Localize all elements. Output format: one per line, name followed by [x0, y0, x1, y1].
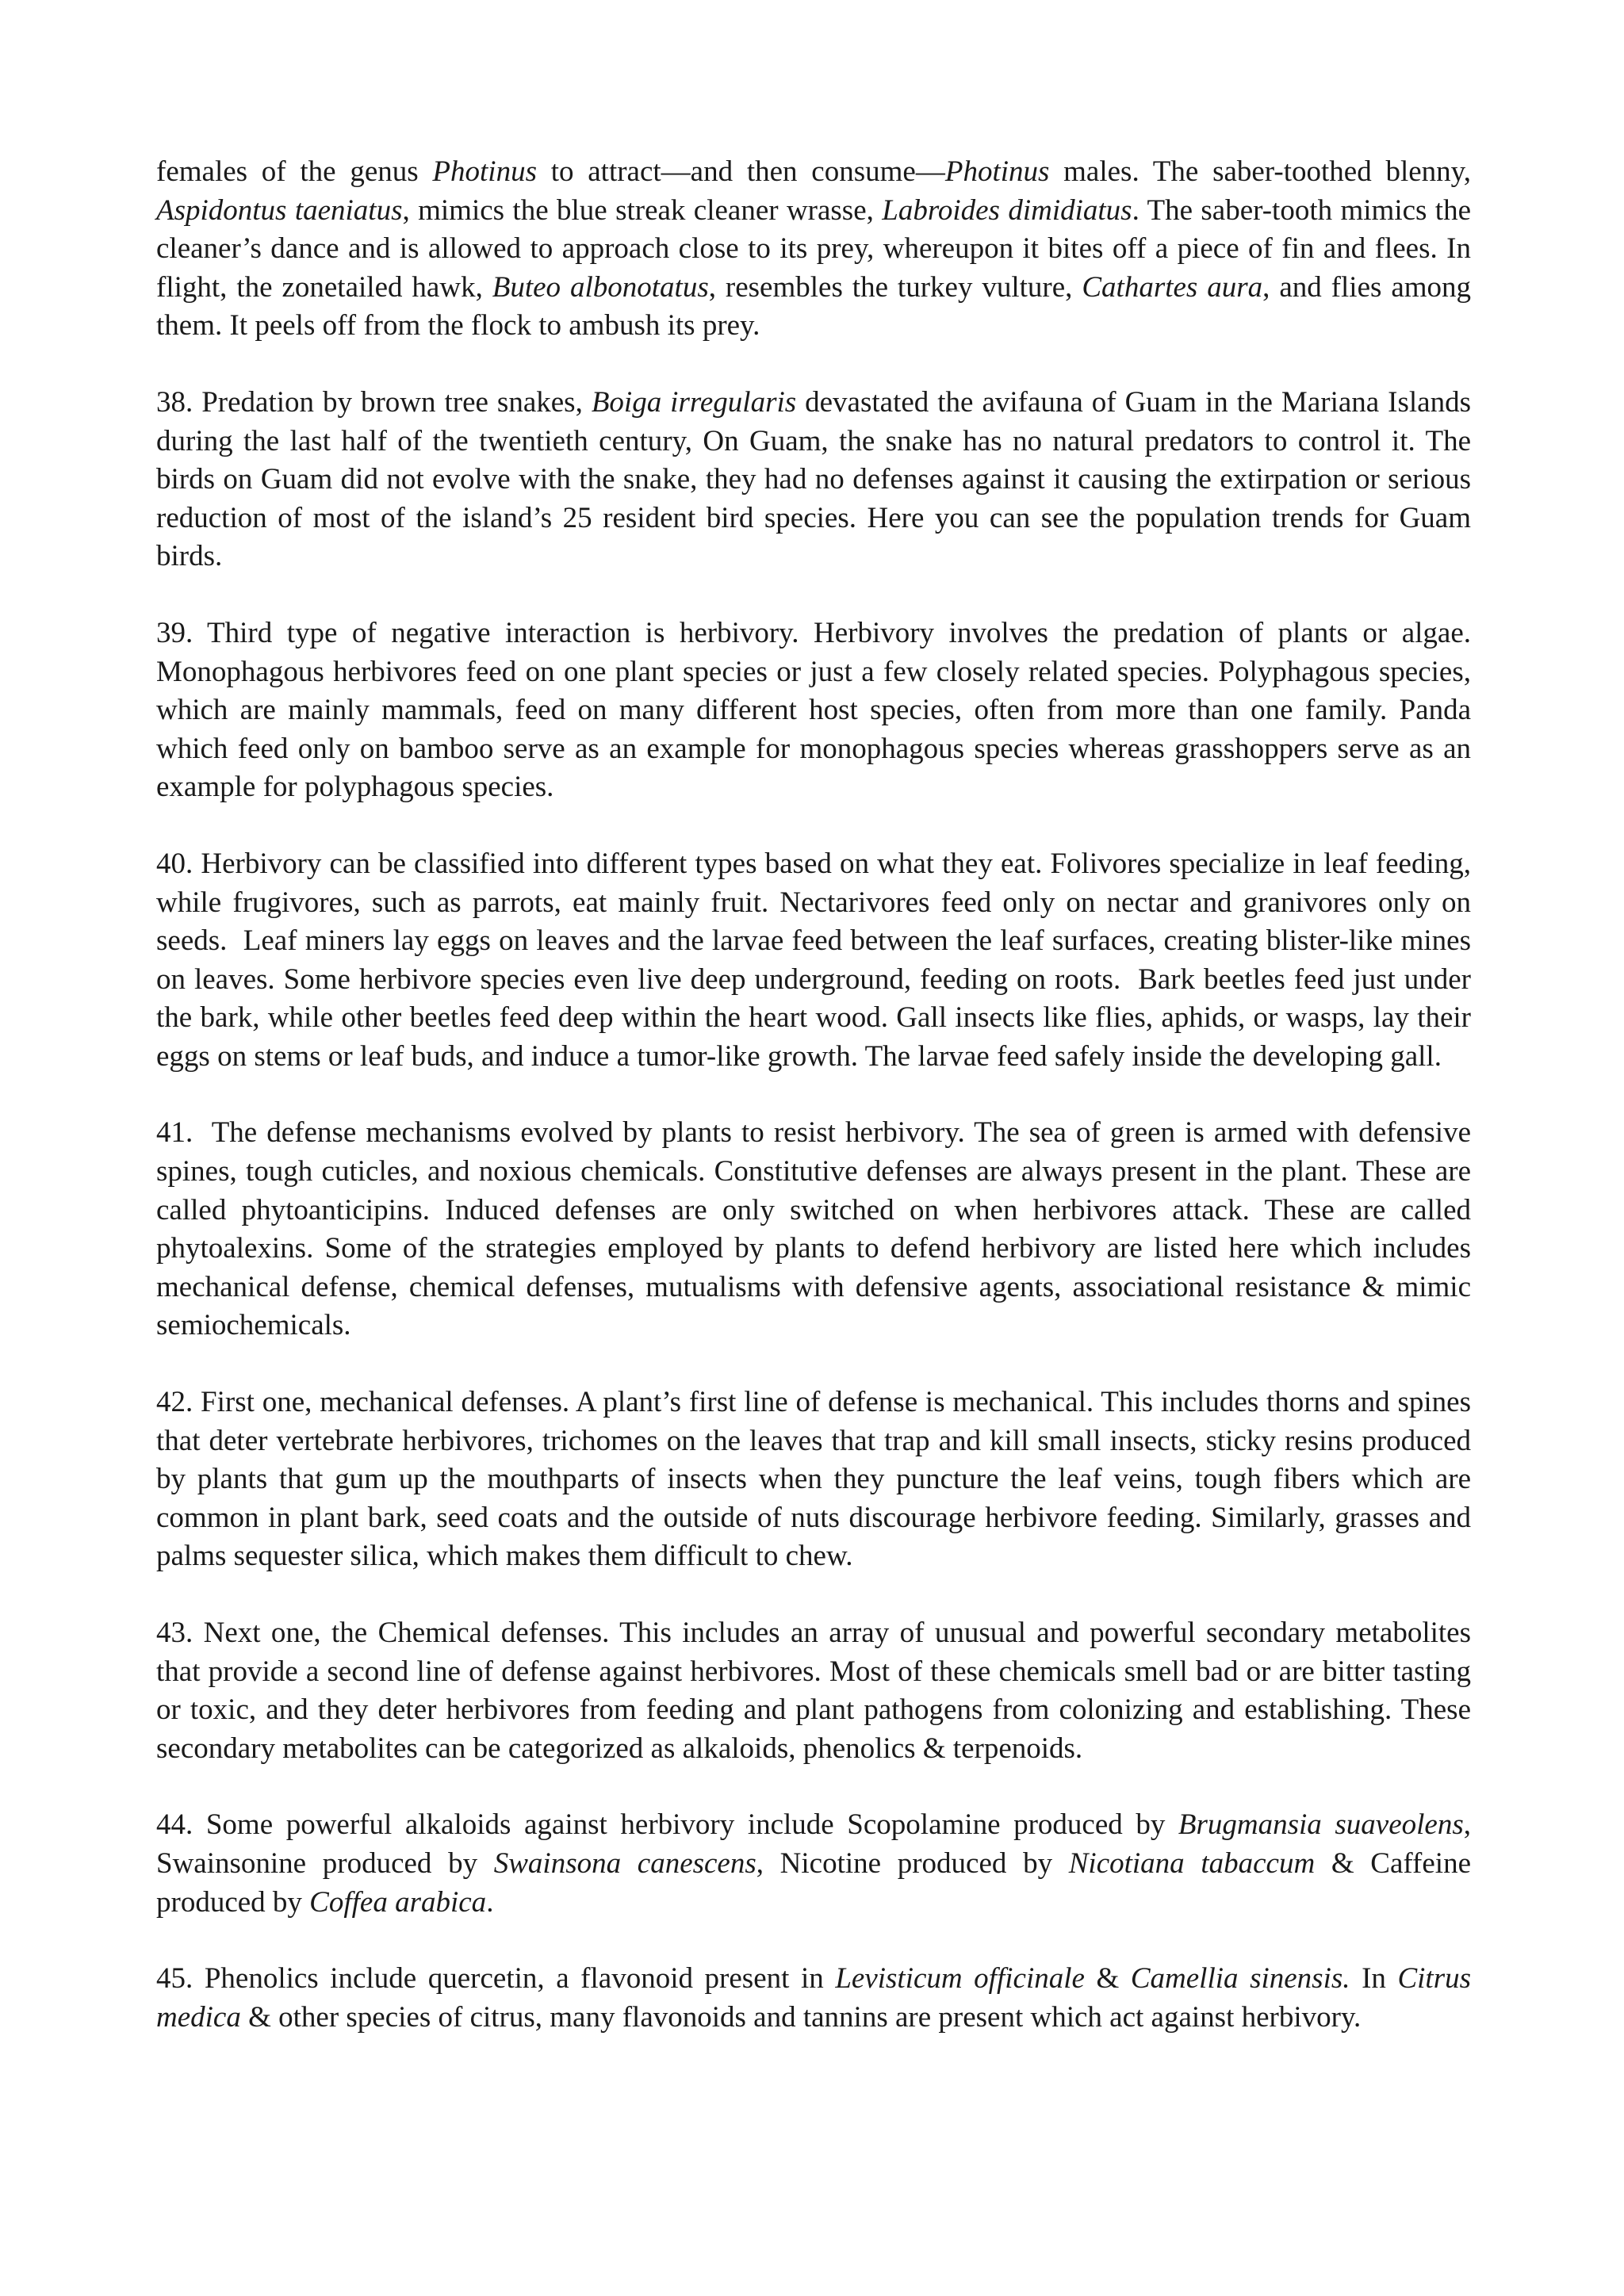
text-run: 41. The defense mechanisms evolved by plants to resist herbivory. The sea of green is armed with defensive spines, tough cuticles, and noxious chemicals. Constitutive defenses are always present in the plant. These are called phytoanticipins. Induced defenses are only switched on when herbivores attack. These are called phytoalexins. Some of the strategies employed by plants to defend herbivory are listed here which includes mechanical defense, chemical defenses, mutualisms with defensive agents, associational resistance & mimic semiochemicals. [156, 1116, 1479, 1342]
text-run: 44. Some powerful alkaloids against herbivory include Scopolamine produced by [156, 1808, 1178, 1842]
italic-text-run: Photinus [944, 155, 1050, 188]
text-run: 45. Phenolics include quercetin, a flavonoid present in [156, 1962, 836, 1996]
paragraph-38 [156, 384, 1479, 576]
text-run: 43. Next one, the Chemical defenses. This includes an array of unusual and powerful secondary metabolites that provide a second line of defense against herbivores. Most of these chemicals smell bad or are bitter tasting or toxic, and they deter herbivores from feeding and plant pathogens from colonizing and establishing. These secondary metabolites can be categorized as alkaloids, phenolics & terpenoids. [156, 1617, 1479, 1765]
italic-text-run: Camellia sinensis. [1130, 1962, 1350, 1996]
text-run: In [1350, 1962, 1398, 1996]
text-run: to attract—and then consume— [536, 155, 945, 188]
text-run: , mimics the blue streak cleaner wrasse, [402, 193, 883, 227]
paragraph-41 [156, 1114, 1479, 1345]
text-run: devastated the avifauna of Guam in the Mariana Islands during the last half of the twentieth century, On Guam, the snake has no natural predators to control it. The birds on Guam did not evolve with the snake, they had no defenses against it causing the extirpation or serious reduction of most of the island’s 25 resident bird species. Here you can see the population trends for Guam birds. [156, 385, 1479, 573]
italic-text-run: Nicotiana tabaccum [1068, 1846, 1316, 1880]
text-run: & Caffeine produced by [156, 1846, 1479, 1919]
italic-text-run: Coffea arabica [309, 1885, 487, 1919]
text-run: , Nicotine produced by [756, 1846, 1069, 1880]
paragraph-43 [156, 1614, 1479, 1768]
text-run: males. The saber-toothed blenny, [1049, 155, 1479, 188]
italic-text-run: Boiga irregularis [591, 385, 797, 419]
text-run: . [486, 1885, 494, 1919]
italic-text-run: Citrus medica [156, 1962, 1479, 2034]
text-run: & other species of citrus, many flavonoids and tannins are present which act against herbivory. [240, 2000, 1362, 2034]
paragraph-45 [156, 1960, 1479, 2037]
paragraph-44 [156, 1806, 1479, 1922]
paragraph-42 [156, 1383, 1479, 1576]
text-run: 42. First one, mechanical defenses. A plant’s first line of defense is mechanical. This includes thorns and spines that deter vertebrate herbivores, trichomes on the leaves that trap and kill small insects, sticky resins produced by plants that gum up the mouthparts of insects when they puncture the leaf veins, tough fibers which are common in plant bark, seed coats and the outside of nuts discourage herbivore feeding. Similarly, grasses and palms sequester silica, which makes them difficult to chew. [156, 1386, 1479, 1573]
italic-text-run: Buteo albonotatus [492, 270, 709, 304]
text-run: , resembles the turkey vulture, [708, 270, 1082, 304]
italic-text-run: Photinus [432, 155, 537, 188]
paragraph-40 [156, 845, 1479, 1077]
italic-text-run: Brugmansia suaveolens [1178, 1808, 1464, 1842]
text-run: 38. Predation by brown tree snakes, [156, 385, 592, 419]
italic-text-run: Labroides dimidiatus [882, 193, 1132, 227]
text-run: & [1084, 1962, 1131, 1996]
text-run: . The saber-tooth mimics the cleaner’s dance and is allowed to approach close to its prey, whereupon it bites off a piece of fin and flees. In flight, the zonetailed hawk, [156, 193, 1479, 304]
italic-text-run: Swainsona canescens [493, 1846, 756, 1880]
document-page [156, 153, 1479, 2075]
paragraph-37-continued [156, 153, 1479, 346]
text-run: 39. Third type of negative interaction is herbivory. Herbivory involves the predation of plants or algae. Monophagous herbivores feed on one plant species or just a few closely related species. Polyphagous species, which are mainly mammals, feed on many different host species, often from more than one family. Panda which feed only on bamboo serve as an example for monophagous species whereas grasshoppers serve as an example for polyphagous species. [156, 616, 1479, 804]
text-run: females of the genus [156, 155, 433, 188]
paragraph-39 [156, 614, 1479, 807]
italic-text-run: Levisticum officinale [835, 1962, 1085, 1996]
text-run: 40. Herbivory can be classified into different types based on what they eat. Folivores specialize in leaf feeding, while frugivores, such as parrots, eat mainly fruit. Nectarivores feed only on nectar and granivores only on seeds. Leaf miners lay eggs on leaves and the larvae feed between the leaf surfaces, creating blister-like mines on leaves. Some herbivore species even live deep underground, feeding on roots. Bark beetles feed just under the bark, while other beetles feed deep within the heart wood. Gall insects like flies, aphids, or wasps, lay their eggs on stems or leaf buds, and induce a tumor-like growth. The larvae feed safely inside the developing gall. [156, 847, 1479, 1073]
italic-text-run: Aspidontus taeniatus [156, 193, 403, 227]
text-run: , Swainsonine produced by [156, 1808, 1479, 1880]
text-run: , and flies among them. It peels off from the flock to ambush its prey. [156, 270, 1479, 342]
italic-text-run: Cathartes aura [1082, 270, 1263, 304]
